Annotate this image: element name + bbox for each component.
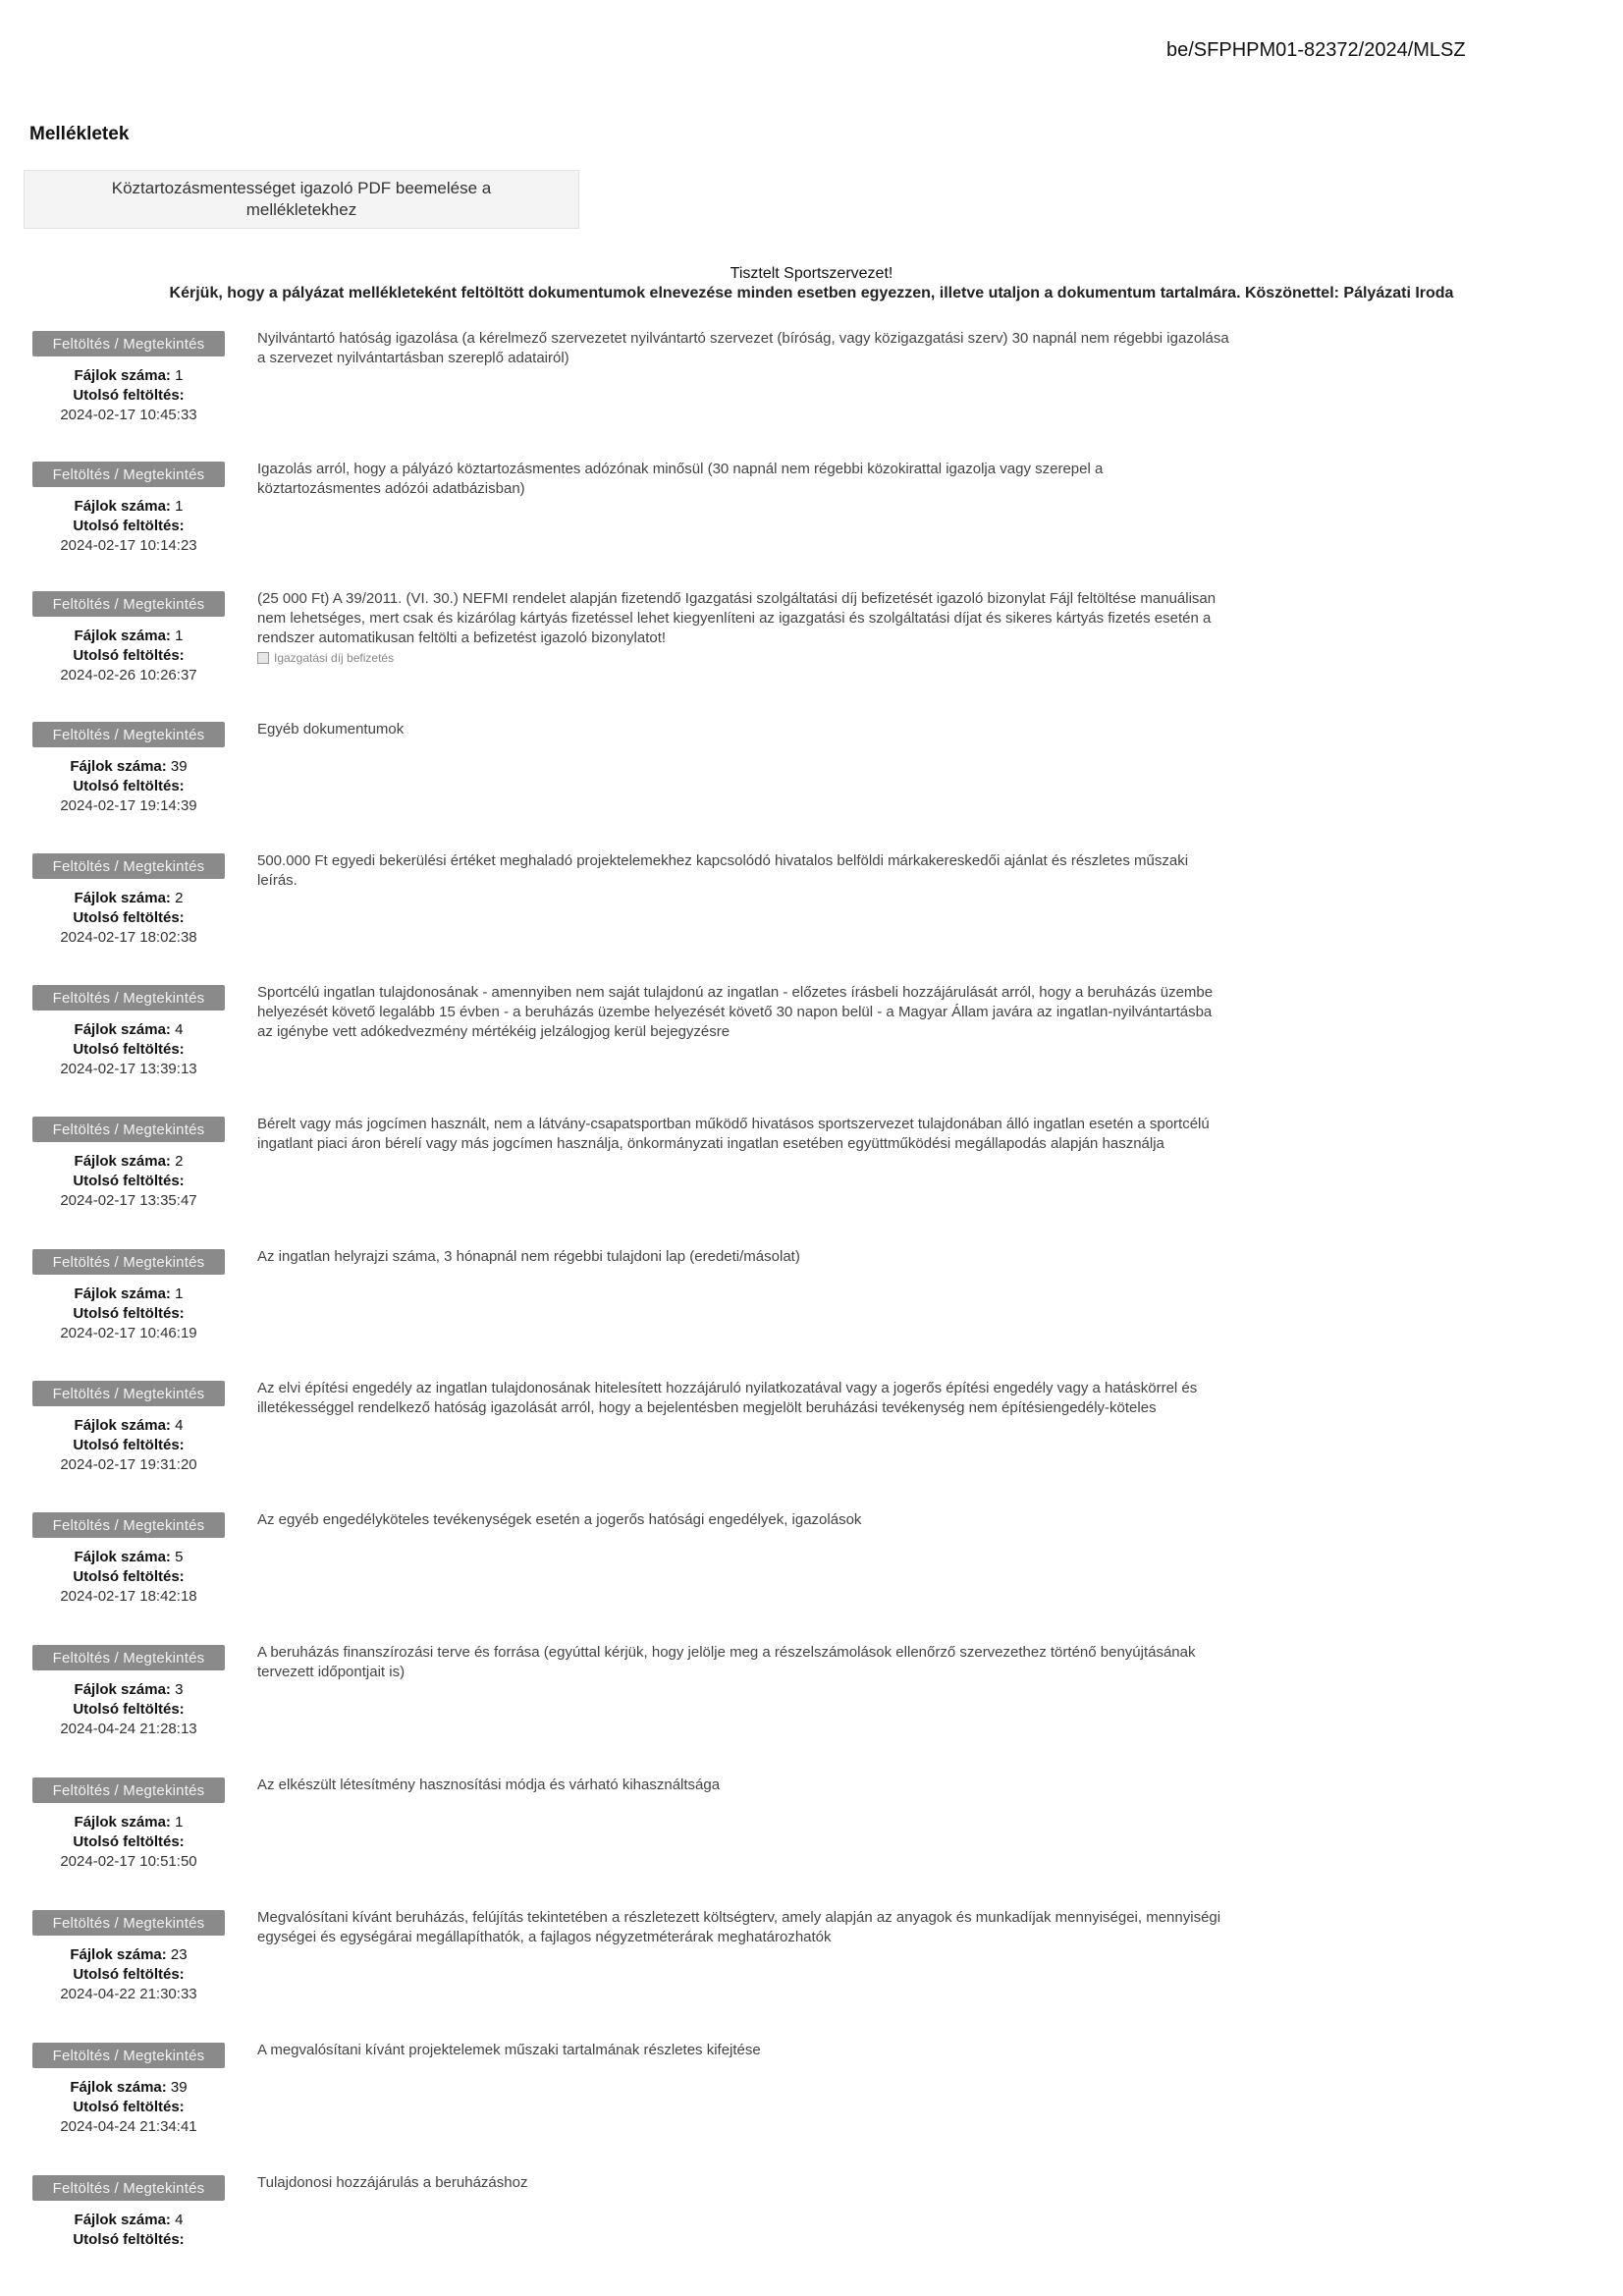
last-upload-label: Utolsó feltöltés: (73, 387, 185, 404)
last-upload-date: 2024-04-22 21:30:33 (60, 1986, 197, 2002)
upload-view-button[interactable]: Feltöltés / Megtekintés (32, 462, 225, 487)
file-count-value: 2 (175, 1153, 184, 1170)
last-upload-date: 2024-02-17 18:42:18 (60, 1588, 197, 1605)
attachment-meta (32, 889, 225, 948)
attachment-meta (32, 366, 225, 425)
attachment-description (257, 1247, 1229, 1267)
last-upload-date: 2024-02-26 10:26:37 (60, 667, 197, 683)
file-count-label: Fájlok száma: (74, 1021, 171, 1038)
last-upload-date: 2024-04-24 21:28:13 (60, 1721, 197, 1737)
attachment-file-link[interactable] (257, 648, 1229, 668)
attachment-description-text: Egyéb dokumentumok (257, 721, 405, 738)
last-upload-date: 2024-02-17 18:02:38 (60, 929, 197, 946)
attachment-meta (32, 2078, 225, 2137)
upload-view-button[interactable]: Feltöltés / Megtekintés (32, 331, 225, 356)
file-count-value: 1 (175, 1285, 184, 1302)
file-count-value: 4 (175, 1021, 184, 1038)
attachment-description-text: Az egyéb engedélyköteles tevékenységek esetén a jogerős hatósági engedélyek, igazolások (257, 1511, 862, 1528)
file-count-label: Fájlok száma: (74, 1681, 171, 1698)
attachment-meta (32, 1152, 225, 1211)
upload-view-button[interactable]: Feltöltés / Megtekintés (32, 591, 225, 617)
attachment-meta (32, 497, 225, 556)
last-upload-label: Utolsó feltöltés: (73, 1833, 185, 1850)
instruction-text: Kérjük, hogy a pályázat mellékleteként feltöltött dokumentumok elnevezése minden esetben egyezzen, illetve utaljon a dokumentum tartalmára. Köszönettel: Pályázati Iroda (169, 285, 1454, 301)
file-count-value: 1 (175, 367, 184, 384)
last-upload-date: 2024-02-17 13:35:47 (60, 1192, 197, 1209)
last-upload-label: Utolsó feltöltés: (73, 1173, 185, 1189)
attachment-description (257, 2173, 1229, 2193)
last-upload-date: 2024-04-24 21:34:41 (60, 2118, 197, 2135)
upload-view-button[interactable]: Feltöltés / Megtekintés (32, 2043, 225, 2068)
file-count-value: 3 (175, 1681, 184, 1698)
attachment-description (257, 1115, 1229, 1154)
file-count-label: Fájlok száma: (74, 1549, 171, 1565)
upload-view-button[interactable]: Feltöltés / Megtekintés (32, 853, 225, 879)
attachment-meta (32, 627, 225, 685)
attachment-description-text: Az ingatlan helyrajzi száma, 3 hónapnál nem régebbi tulajdoni lap (eredeti/másolat) (257, 1248, 800, 1265)
attachment-description-text: A megvalósítani kívánt projektelemek műszaki tartalmának részletes kifejtése (257, 2042, 761, 2058)
upload-view-button[interactable]: Feltöltés / Megtekintés (32, 1512, 225, 1538)
upload-view-button[interactable]: Feltöltés / Megtekintés (32, 1777, 225, 1803)
section-title: Mellékletek (29, 124, 130, 144)
upload-view-button[interactable]: Feltöltés / Megtekintés (32, 1117, 225, 1142)
file-count-value: 39 (170, 2079, 188, 2096)
attachment-description-text: Igazolás arról, hogy a pályázó köztartozásmentes adózónak minősül (30 napnál nem régebbi közokirattal igazolja vagy szerepel a köztartozásmentes adózói adatbázisban) (257, 461, 1104, 497)
attachment-description-text: Nyilvántartó hatóság igazolása (a kérelmező szervezetet nyilvántartó szervezet (bíróság, vagy közigazgatási szerv) 30 napnál nem régebbi igazolása a szervezet nyilvántartásban szereplő adatairól) (257, 330, 1229, 366)
attachment-description-text: Az elkészült létesítmény hasznosítási módja és várható kihasználtsága (257, 1777, 721, 1793)
last-upload-date: 2024-02-17 10:14:23 (60, 537, 197, 554)
attachment-description-text: Megvalósítani kívánt beruházás, felújítás tekintetében a részletezett költségterv, amely alapján az anyagok és munkadíjak mennyiségei, mennyiségi egységei és egységárai megállapíthatók, a fajlagos négyzetméterárak meghatározhatók (257, 1909, 1221, 1945)
last-upload-label: Utolsó feltöltés: (73, 2099, 185, 2115)
pdf-import-button[interactable] (24, 170, 579, 229)
file-count-value: 5 (175, 1549, 184, 1565)
greeting: Tisztelt Sportszervezet! (730, 265, 893, 282)
file-count-label: Fájlok száma: (70, 2079, 167, 2096)
attachment-description-text: 500.000 Ft egyedi bekerülési értéket meghaladó projektelemekhez kapcsolódó hivatalos belföldi márkakereskedői ajánlat és részletes műszaki leírás. (257, 852, 1189, 889)
attachment-meta (32, 1416, 225, 1475)
file-count-label: Fájlok száma: (74, 1285, 171, 1302)
attachment-meta (32, 1680, 225, 1739)
attachment-description (257, 1379, 1229, 1418)
attachment-meta (32, 1945, 225, 2004)
attachment-meta (32, 1285, 225, 1343)
attachment-description (257, 589, 1229, 668)
upload-view-button[interactable]: Feltöltés / Megtekintés (32, 722, 225, 747)
last-upload-label: Utolsó feltöltés: (73, 1966, 185, 1983)
attachment-description (257, 1643, 1229, 1682)
file-count-label: Fájlok száma: (70, 1946, 167, 1963)
pdf-import-label: Köztartozásmentességet igazoló PDF beemelése a mellékletekhez (111, 179, 492, 219)
attachment-description (257, 460, 1229, 499)
file-count-label: Fájlok száma: (74, 1814, 171, 1831)
file-count-label: Fájlok száma: (74, 367, 171, 384)
file-count-label: Fájlok száma: (74, 628, 171, 644)
attachment-description (257, 1776, 1229, 1795)
attachment-description-text: Bérelt vagy más jogcímen használt, nem a látvány-csapatsportban működő hivatásos sportszervezet tulajdonában álló ingatlan esetén a sportcélú ingatlant piaci áron bérelí vagy más jogcímen használja, önkormányzati ingatlan esetében együttműködési megállapodás alapján használja (257, 1116, 1210, 1152)
last-upload-date: 2024-02-17 19:31:20 (60, 1456, 197, 1473)
last-upload-label: Utolsó feltöltés: (73, 1041, 185, 1058)
last-upload-label: Utolsó feltöltés: (73, 2231, 185, 2248)
attachment-description (257, 329, 1229, 368)
attachment-file-name: Igazgatási díj befizetés (274, 651, 395, 665)
last-upload-label: Utolsó feltöltés: (73, 1701, 185, 1718)
file-count-label: Fájlok száma: (74, 1417, 171, 1434)
upload-view-button[interactable]: Feltöltés / Megtekintés (32, 1249, 225, 1275)
upload-view-button[interactable]: Feltöltés / Megtekintés (32, 1645, 225, 1670)
attachment-description (257, 851, 1229, 891)
last-upload-label: Utolsó feltöltés: (73, 909, 185, 926)
upload-view-button[interactable]: Feltöltés / Megtekintés (32, 2175, 225, 2201)
file-count-value: 1 (175, 628, 184, 644)
attachment-description-text: Sportcélú ingatlan tulajdonosának - amennyiben nem saját tulajdonú az ingatlan - előzetes írásbeli hozzájárulását arról, hogy a beruházás üzembe helyezését követő legalább 15 évben - a beruházás üzembe helyezését követő 30 napon belül - a Magyar Állam javára az ingatlan-nyilvántartásba az igénybe vett adókedvezmény mértékéig jelzálogjog kerül bejegyzésre (257, 984, 1214, 1040)
upload-view-button[interactable]: Feltöltés / Megtekintés (32, 985, 225, 1011)
file-count-label: Fájlok száma: (74, 498, 171, 515)
document-reference: be/SFPHPM01-82372/2024/MLSZ (1166, 39, 1466, 61)
attachment-description (257, 2041, 1229, 2060)
upload-view-button[interactable]: Feltöltés / Megtekintés (32, 1910, 225, 1936)
last-upload-label: Utolsó feltöltés: (73, 1437, 185, 1453)
file-icon (257, 652, 269, 664)
attachment-meta (32, 2211, 225, 2250)
file-count-value: 4 (175, 2212, 184, 2228)
attachment-description (257, 720, 1229, 739)
attachment-description-text: Az elvi építési engedély az ingatlan tulajdonosának hitelesített hozzájáruló nyilatkozatával vagy a jogerős építési engedély vagy a hatáskörrel és illetékességgel rendelkező hatóság igazolását arról, hogy a bejelentésben megjelölt beruházási tevékenység nem építésiengedély-köteles (257, 1380, 1198, 1416)
file-count-value: 4 (175, 1417, 184, 1434)
file-count-value: 39 (170, 758, 188, 775)
last-upload-date: 2024-02-17 10:51:50 (60, 1853, 197, 1870)
file-count-value: 23 (170, 1946, 188, 1963)
last-upload-label: Utolsó feltöltés: (73, 647, 185, 664)
last-upload-date: 2024-02-17 19:14:39 (60, 797, 197, 814)
attachment-description-text: Tulajdonosi hozzájárulás a beruházáshoz (257, 2174, 528, 2191)
last-upload-label: Utolsó feltöltés: (73, 1568, 185, 1585)
attachment-meta (32, 1548, 225, 1607)
upload-view-button[interactable]: Feltöltés / Megtekintés (32, 1381, 225, 1406)
file-count-value: 1 (175, 498, 184, 515)
attachment-meta (32, 1020, 225, 1079)
last-upload-label: Utolsó feltöltés: (73, 778, 185, 794)
last-upload-label: Utolsó feltöltés: (73, 1305, 185, 1322)
file-count-label: Fájlok száma: (74, 1153, 171, 1170)
attachment-meta (32, 757, 225, 816)
last-upload-date: 2024-02-17 10:45:33 (60, 407, 197, 423)
attachment-description-text: A beruházás finanszírozási terve és forrása (egyúttal kérjük, hogy jelölje meg a részelszámolások ellenőrző szervezethez történő benyújtásának tervezett időpontjait is) (257, 1644, 1196, 1680)
attachment-meta (32, 1813, 225, 1872)
file-count-value: 2 (175, 890, 184, 906)
file-count-label: Fájlok száma: (70, 758, 167, 775)
file-count-label: Fájlok száma: (74, 890, 171, 906)
attachment-description (257, 1908, 1229, 1947)
attachment-description (257, 1510, 1229, 1530)
file-count-value: 1 (175, 1814, 184, 1831)
attachment-description-text: (25 000 Ft) A 39/2011. (VI. 30.) NEFMI rendelet alapján fizetendő Igazgatási szolgáltatási díj befizetését igazoló bizonylat Fájl feltöltése manuálisan nem lehetséges, mert csak és kizárólag kártyás fizetéssel lehet kiegyenlíteni az igazgatási és szolgáltatási díjat és sikeres kártyás fizetés esetén a rendszer automatikusan feltölti a befizetést igazoló bizonylatot! (257, 590, 1217, 646)
file-count-label: Fájlok száma: (74, 2212, 171, 2228)
attachment-description (257, 983, 1229, 1042)
last-upload-label: Utolsó feltöltés: (73, 518, 185, 534)
last-upload-date: 2024-02-17 10:46:19 (60, 1325, 197, 1341)
last-upload-date: 2024-02-17 13:39:13 (60, 1061, 197, 1077)
